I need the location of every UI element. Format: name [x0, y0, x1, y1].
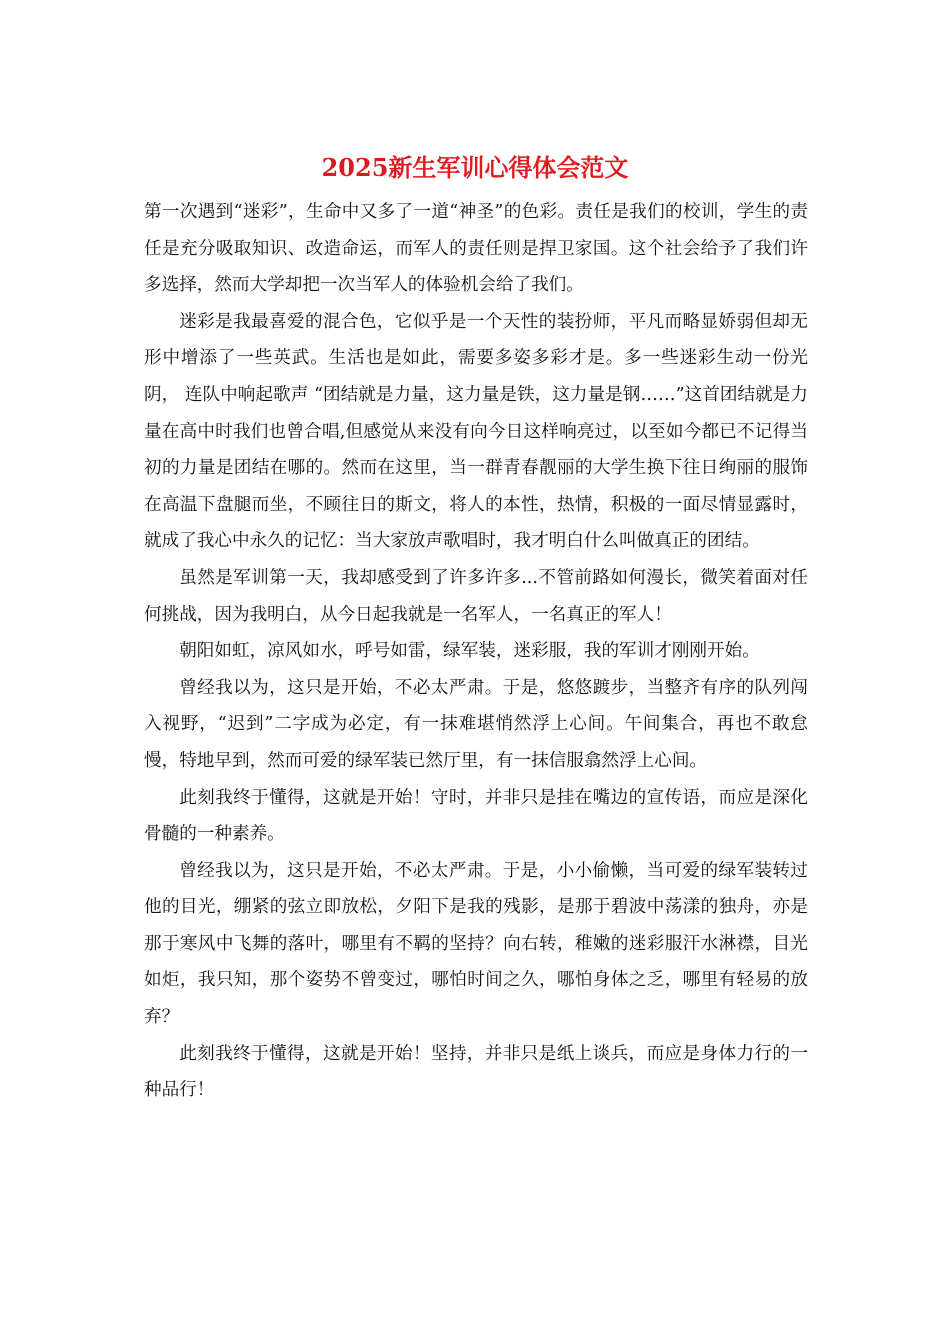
paragraph: 曾经我以为，这只是开始，不必太严肃。于是，小小偷懒，当可爱的绿军装转过他的目光，绷紧的弦立即放松，夕阳下是我的残影，是那于碧波中荡漾的独舟，亦是那于寒风中飞舞的落叶，哪里有不羁的坚持？向右转，稚嫩的迷彩服汗水淋襟，目光如炬，我只知，那个姿势不曾变过，哪怕时间之久，哪怕身体之乏，哪里有轻易的放弃？: [144, 860, 808, 1028]
paragraph: 第一次遇到“迷彩”，生命中又多了一道“神圣”的色彩。责任是我们的校训，学生的责任是充分吸取知识、改造命运，而军人的责任则是捍卫家国。这个社会给予了我们许多选择，然而大学却把一次当军人的体验机会给了我们。: [144, 202, 808, 296]
paragraph: 朝阳如虹，凉风如水，呼号如雷，绿军装，迷彩服，我的军训才刚刚开始。: [179, 641, 760, 662]
paragraph: 迷彩是我最喜爱的混合色，它似乎是一个天性的装扮师，平凡而略显娇弱但却无形中增添了一些英武。生活也是如此，需要多姿多彩才是。多一些迷彩生动一份光阴， 连队中响起歌声 “团结就是力量，这力量是铁，这力量是钢……”这首团结就是力量在高中时我们也曾合唱,但感觉从来没有向今日这样响亮过，以至如今都已不记得当初的力量是团结在哪的。然而在这里，当一群青春靓丽的大学生换下往日绚丽的服饰在高温下盘腿而坐，不顾往日的斯文，将人的本性，热情，积极的一面尽情显露时，就成了我心中永久的记忆：当大家放声歌唱时，我才明白什么叫做真正的团结。: [144, 311, 808, 552]
paragraph: 此刻我终于懂得，这就是开始！坚持，并非只是纸上谈兵，而应是身体力行的一种品行！: [144, 1043, 808, 1101]
document-body: [144, 194, 808, 1109]
paragraph: 虽然是军训第一天，我却感受到了许多许多...不管前路如何漫长，微笑着面对任何挑战，因为我明白，从今日起我就是一名军人，一名真正的军人！: [144, 567, 808, 625]
document-title: 2025新生军训心得体会范文: [321, 153, 629, 182]
paragraph: 此刻我终于懂得，这就是开始！守时，并非只是挂在嘴边的宣传语，而应是深化骨髓的一种素养。: [144, 787, 808, 845]
paragraph: 曾经我以为，这只是开始，不必太严肃。于是，悠悠踱步，当整齐有序的队列闯入视野，“迟到”二字成为必定，有一抹难堪悄然浮上心间。午间集合，再也不敢怠慢，特地早到，然而可爱的绿军装已然厅里，有一抹信服翕然浮上心间。: [144, 677, 808, 771]
